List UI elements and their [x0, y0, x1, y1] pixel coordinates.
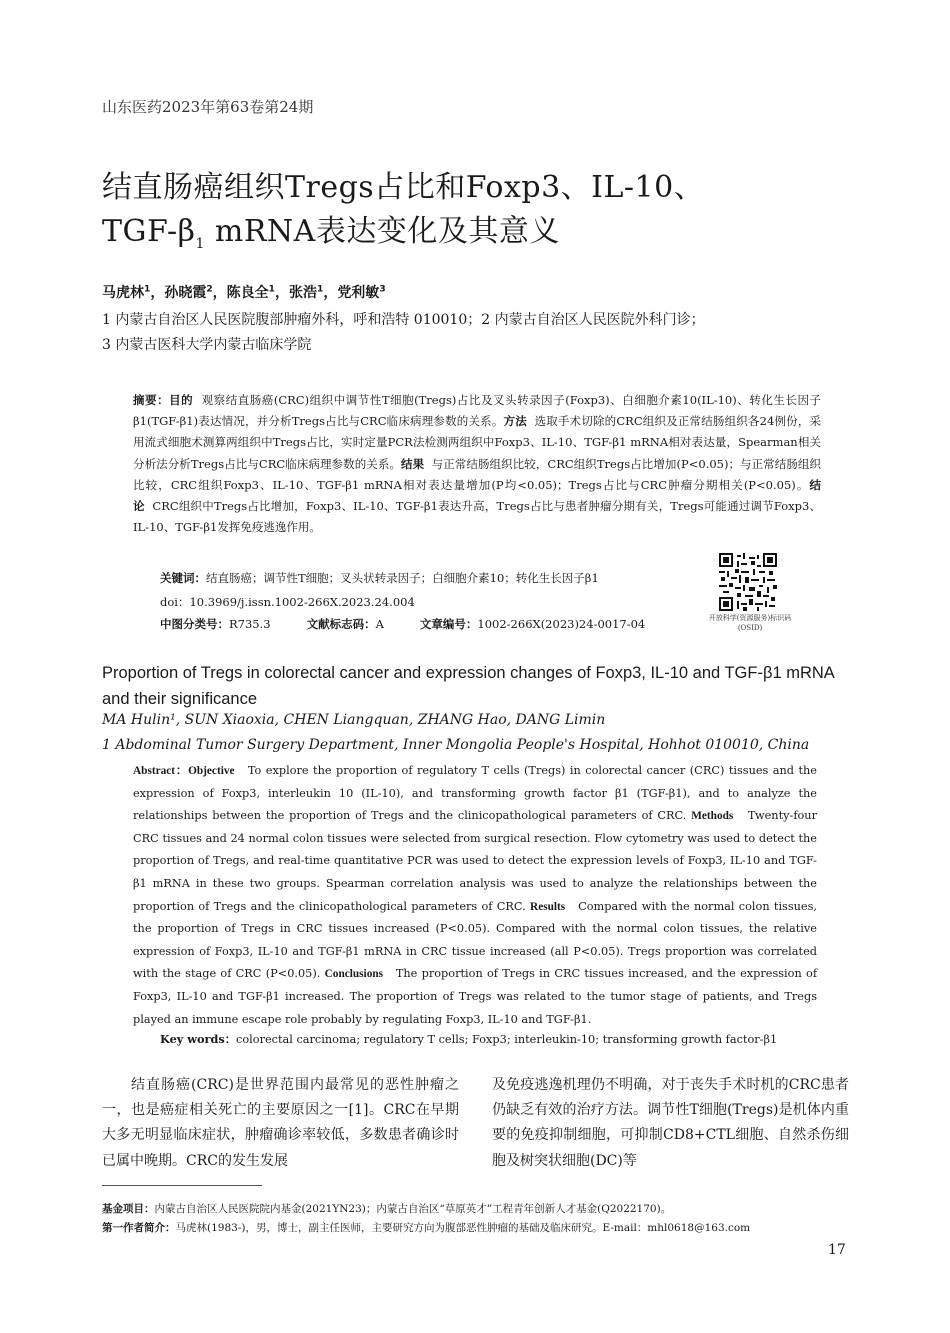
title-line-2: TGF-$\beta_1$ mRNA表达变化及其意义: [102, 214, 560, 252]
doi[interactable]: doi：10.3969/j.issn.1002-266X.2023.24.004: [160, 595, 415, 609]
body-column-right: 及免疫逃逸机理仍不明确，对于丧失手术时机的CRC患者仍缺乏有效的治疗方法。调节性T细胞(Tregs)是机体内重要的免疫抑制细胞，可抑制CD8+CTL细胞、自然杀伤细胞及树突状细胞(DC)等: [492, 1077, 849, 1169]
footnote-divider: [102, 1185, 262, 1186]
keywords-en: Key words：colorectal carcinoma; regulatory T cells; Foxp3; interleukin-10; transforming growth factor-β1: [160, 1032, 778, 1046]
author: 孙晓霞: [164, 285, 207, 301]
qr-caption: 开放科学(资源服务)标识码(OSID): [708, 614, 792, 632]
title-line-1: 结直肠癌组织Tregs占比和Foxp3、IL-10、: [102, 170, 705, 205]
classification-line: 中图分类号：R735.3 文献标志码：A 文章编号：1002-266X(2023)24-0017-04: [160, 617, 646, 631]
body-column-left: 结直肠癌(CRC)是世界范围内最常见的恶性肿瘤之一，也是癌症相关死亡的主要原因之一[1]。CRC在早期大多无明显临床症状，肿瘤确诊率较低，多数患者确诊时已属中晚期。CRC的发生发展: [102, 1077, 459, 1169]
author-list: 马虎林$^1$，孙晓霞$^2$，陈良全$^1$，张浩$^1$，党利敏$^3$: [102, 284, 386, 301]
author: 陈良全: [226, 285, 269, 301]
first-author-note: 第一作者简介：马虎林(1983-)，男，博士，副主任医师，主要研究方向为腹部恶性肿瘤的基础及临床研究。E-mail：mhl0618@163.com: [102, 1222, 751, 1234]
funding-note: 基金项目：内蒙古自治区人民医院院内基金(2021YN23)；内蒙古自治区“草原英才”工程青年创新人才基金(Q2022170)。: [102, 1203, 672, 1215]
author: 党利敏: [337, 285, 380, 301]
english-authors: MA Hulin¹, SUN Xiaoxia, CHEN Liangquan, ZHANG Hao, DANG Limin: [102, 712, 606, 728]
journal-header: 山东医药2023年第63卷第24期: [102, 98, 314, 116]
english-title: Proportion of Tregs in colorectal cancer and expression changes of Foxp3, IL-10 and TGF-β1 mRNA and their significance: [102, 664, 834, 708]
author: 马虎林: [102, 285, 144, 301]
qr-code-icon[interactable]: [719, 553, 777, 611]
english-abstract: Abstract：Objective To explore the proportion of regulatory T cells (Tregs) in colorectal cancer (CRC) tissues and the expression of Foxp3, interleukin 10 (IL-10), and transforming growth factor β1 (TGF-β1), and to analyze the relationships between the proportion of Tregs and the clinicopathological parameters of CRC. Methods Twenty-four CRC tissues and 24 normal colon tissues were selected from surgical resection. Flow cytometry was used to detect the proportion of Tregs, and real-time quantitative PCR was used to detect the expression levels of Foxp3, IL-10 and TGF-β1 mRNA in these two groups. Spearman correlation analysis was used to analyze the relationships between the proportion of Tregs and the clinicopathological parameters of CRC. Results Compared with the normal colon tissues, the proportion of Tregs in CRC tissues increased (P<0.05). Compared with the normal colon tissues, the relative expression of Foxp3, IL-10 and TGF-β1 mRNA in CRC tissue increased (all P<0.05). Tregs proportion was correlated with the stage of CRC (P<0.05). Conclusions The proportion of Tregs in CRC tissues increased, and the expression of Foxp3, IL-10 and TGF-β1 increased. The proportion of Tregs was related to the tumor stage of patients, and Tregs played an immune escape role probably by regulating Foxp3, IL-10 and TGF-β1.: [133, 764, 818, 1026]
chinese-abstract: 摘要：目的 观察结直肠癌(CRC)组织中调节性T细胞(Tregs)占比及叉头转录因子(Foxp3)、白细胞介素10(IL-10)、转化生长因子β1(TGF-β1)表达情况，并分析Tregs占比与CRC临床病理参数的关系。方法 选取手术切除的CRC组织及正常结肠组织各24例份，采用流式细胞术测算两组织中Tregs占比，实时定量PCR法检测两组织中Foxp3、IL-10、TGF-β1 mRNA相对表达量，Spearman相关分析法分析Tregs占比与CRC临床病理参数的关系。结果 与正常结肠组织比较，CRC组织Tregs占比增加(P<0.05)；与正常结肠组织比较，CRC组织Foxp3、IL-10、TGF-β1 mRNA相对表达量增加(P均<0.05)；Tregs占比与CRC肿瘤分期相关(P<0.05)。结论 CRC组织中Tregs占比增加，Foxp3、IL-10、TGF-β1表达升高，Tregs占比与患者肿瘤分期有关，Tregs可能通过调节Foxp3、IL-10、TGF-β1发挥免疫逃逸作用。: [133, 393, 822, 535]
keywords-cn: 关键词：结直肠癌；调节性T细胞；叉头状转录因子；白细胞介素10；转化生长因子β1: [160, 571, 599, 585]
affiliations: 1 内蒙古自治区人民医院腹部肿瘤外科，呼和浩特 010010；2 内蒙古自治区人民医院外科门诊； 3 内蒙古医科大学内蒙古临床学院: [102, 312, 705, 353]
author: 张浩: [288, 285, 317, 301]
article-title: [102, 166, 862, 266]
english-affiliation: 1 Abdominal Tumor Surgery Department, Inner Mongolia People's Hospital, Hohhot 010010, China: [102, 737, 810, 753]
page-number: 17: [828, 1242, 846, 1258]
